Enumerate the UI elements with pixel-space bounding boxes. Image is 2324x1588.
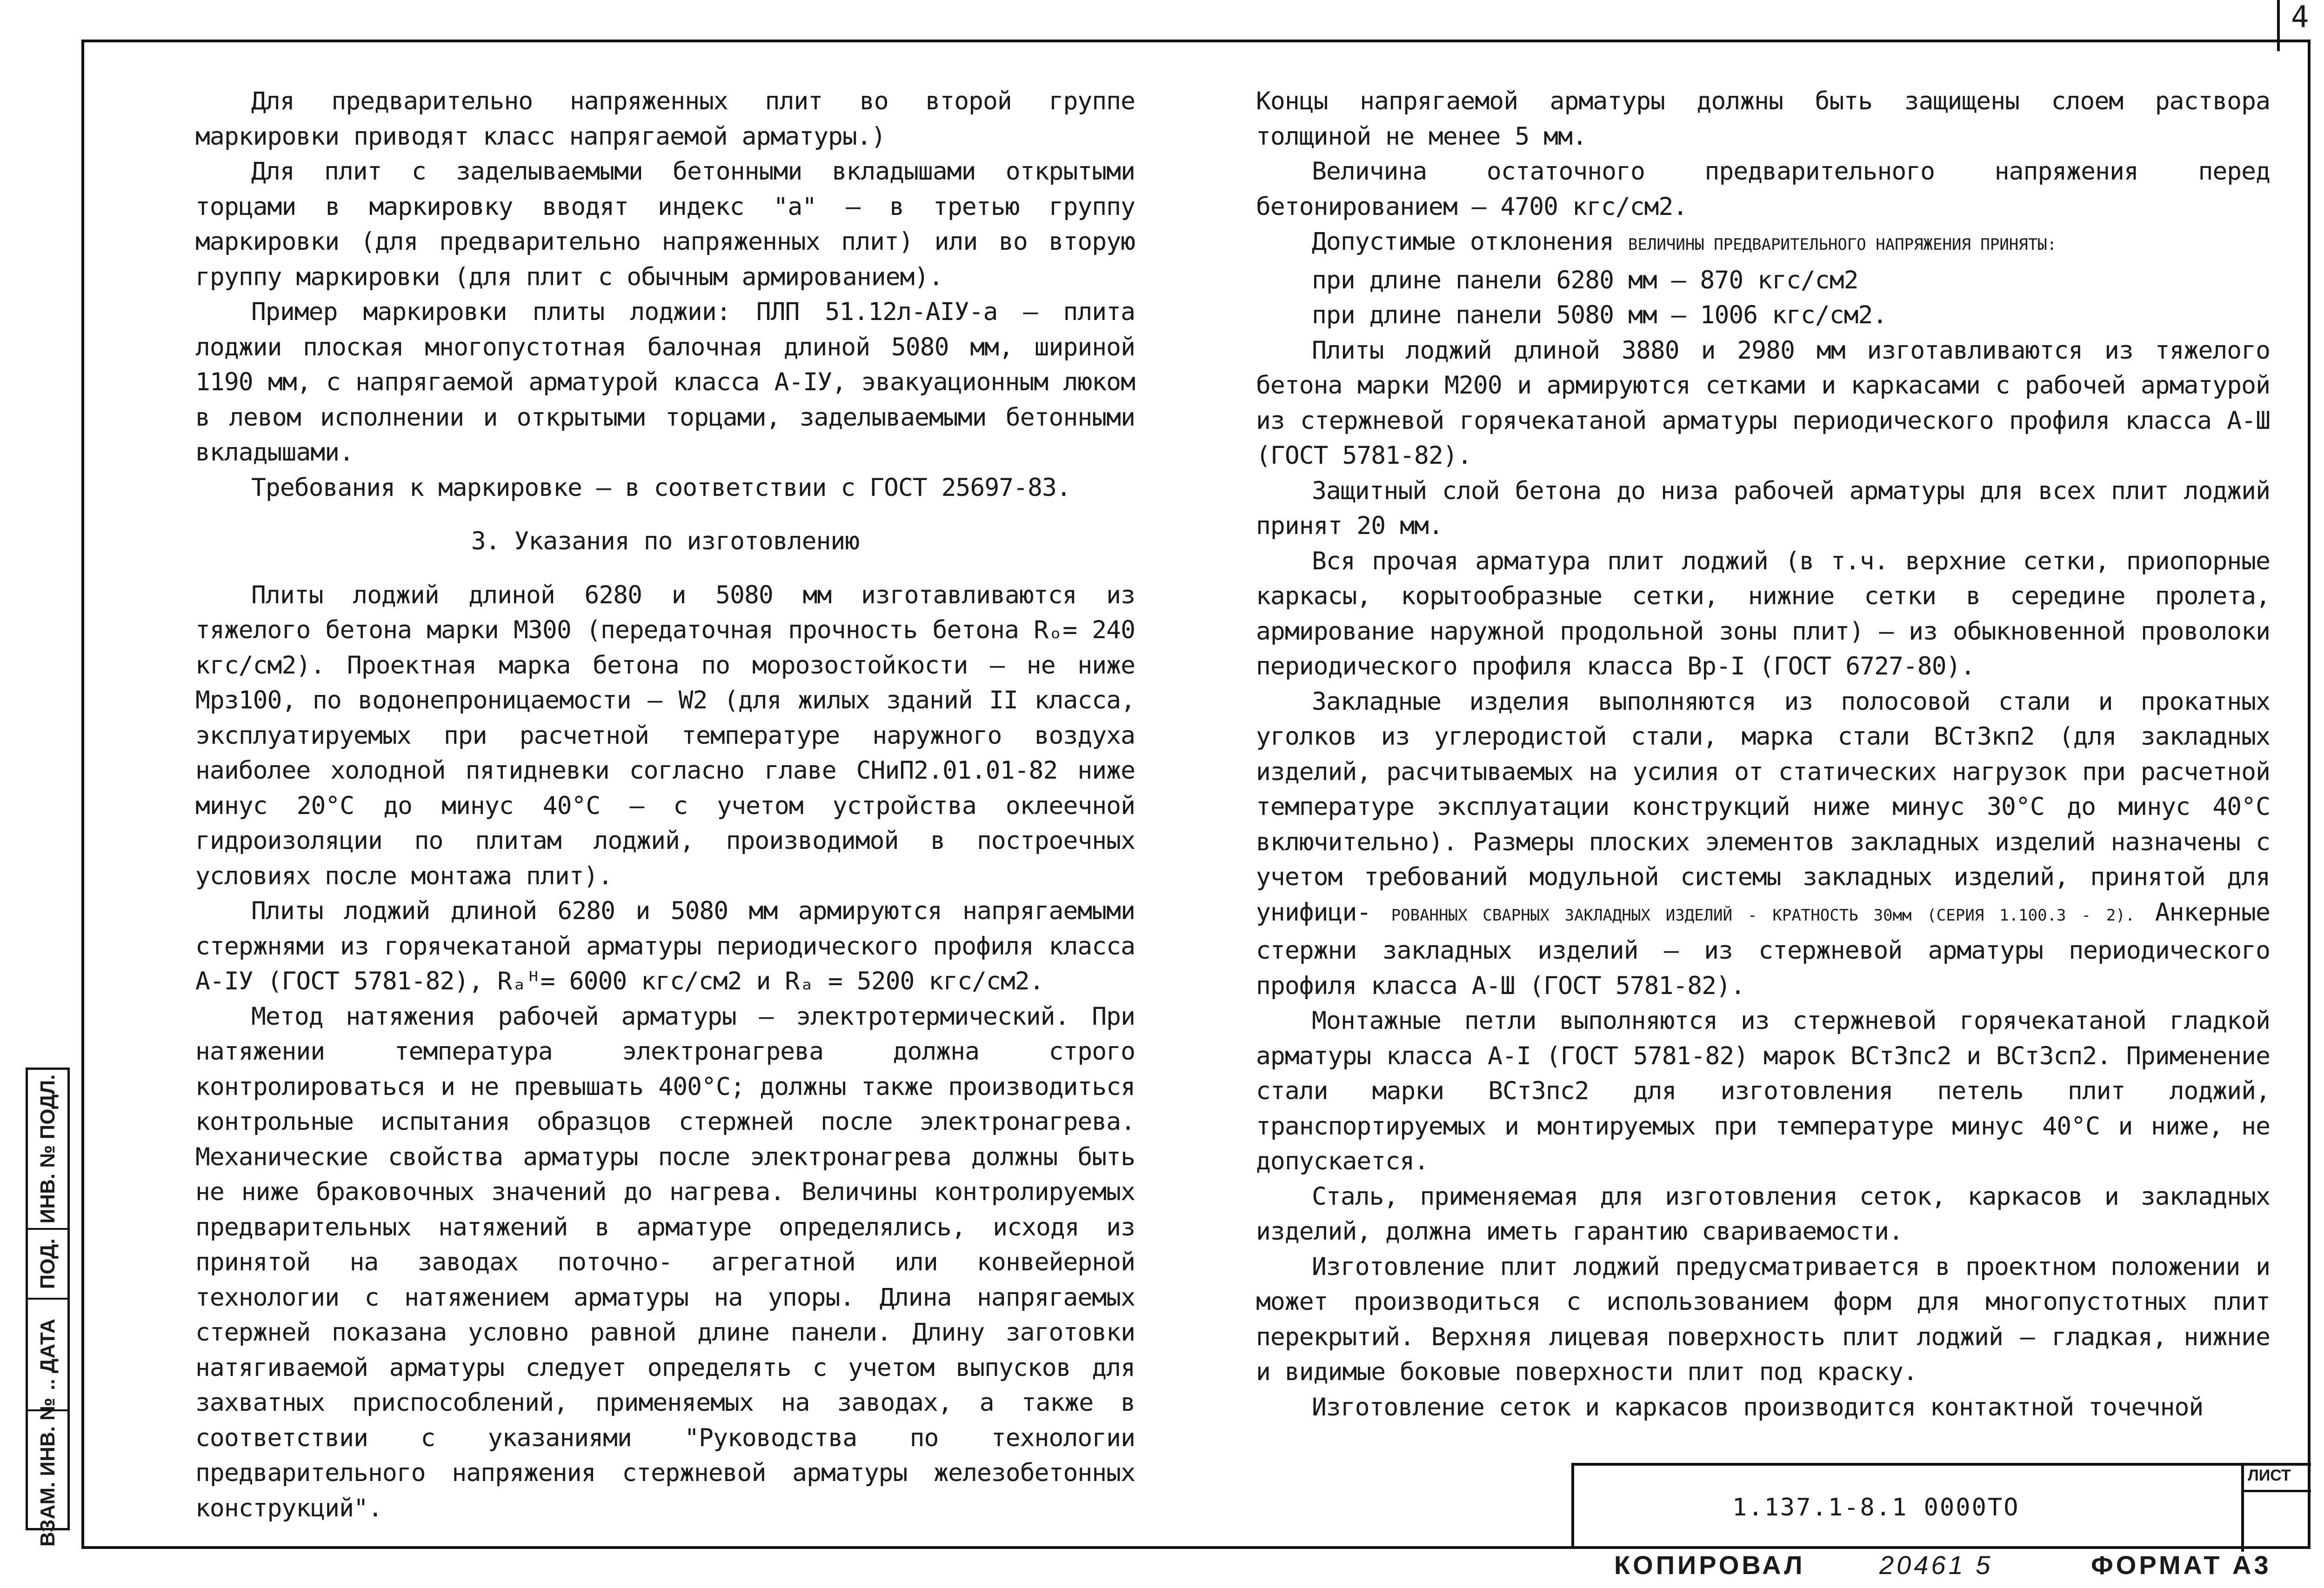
paragraph-small-text: ВЕЛИЧИНЫ ПРЕДВАРИТЕЛЬНОГО НАПРЯЖЕНИЯ ПРИНЯТЫ: bbox=[1628, 235, 2057, 254]
side-stamp bbox=[26, 1068, 70, 1547]
stamp-label: ВЗАМ. ИНВ. № bbox=[36, 1397, 59, 1547]
document-code: 1.137.1-8.1 0000ТО bbox=[1732, 1494, 2020, 1521]
footer-number: 20461 5 bbox=[1879, 1550, 1993, 1580]
paragraph: Пример маркировки плиты лоджии: ПЛП 51.12л-АIУ-а – плита лоджии плоская многопустотная балочная длиной 5080 мм, шириной 1190 мм, с напрягаемой арматурой класса А-IУ, эвакуационным люком в левом исполнении и открытыми торцами, заделываемыми бетонными вкладышами. bbox=[195, 298, 1135, 467]
paragraph: Концы напрягаемой арматуры должны быть защищены слоем раствора толщиной не менее 5 мм. bbox=[1256, 87, 2270, 151]
stamp-cell bbox=[28, 1070, 67, 1228]
paragraph: при длине панели 5080 мм – 1006 кгс/см2. bbox=[1312, 301, 1887, 329]
stamp-cell bbox=[28, 1397, 67, 1547]
paragraph-text: Допустимые отклонения bbox=[1312, 227, 1614, 256]
paragraph bbox=[1256, 224, 2270, 263]
paragraph-tail-text: Анкерные стержни закладных изделий – из стержневой арматуры периодического профиля класса А-Ш (ГОСТ 5781-82). bbox=[1256, 898, 2270, 1000]
paragraph: Величина остаточного предварительного напряжения перед бетонированием – 4700 кгс/см2. bbox=[1256, 157, 2270, 221]
paragraph-text: Закладные изделия выполняются из полосовой стали и прокатных уголков из углеродистой стали, марка стали ВСт3кп2 (для закладных изделий, расчитываемых на усилия от статических нагрузок при расчетной температуре эксплуатации конструкций ниже минус 30°С до минус 40°С включительно). Размеры плоских элементов закладных изделий назначены с учетом требований модульной системы закладных изделий, принятой для унифици- bbox=[1256, 687, 2270, 927]
paragraph: Сталь, применяемая для изготовления сеток, каркасов и закладных изделий, должна иметь гарантию свариваемости. bbox=[1256, 1182, 2270, 1246]
stamp-label: .. ДАТА bbox=[36, 1319, 59, 1390]
stamp-label: ПОД. bbox=[36, 1238, 59, 1289]
section-heading: 3. Указания по изготовлению bbox=[471, 527, 860, 555]
stamp-cell bbox=[28, 1298, 67, 1409]
stamp-label: ИНВ. № ПОДЛ. bbox=[36, 1074, 59, 1224]
footer-copied: КОПИРОВАЛ bbox=[1614, 1550, 1805, 1580]
sheet-box bbox=[2241, 1466, 2311, 1552]
paragraph: Требования к маркировке – в соответствии с ГОСТ 25697-83. bbox=[251, 473, 1071, 502]
sheet-number: 4 bbox=[2291, 0, 2309, 34]
paragraph: Метод натяжения рабочей арматуры – электротермический. При натяжении температура электронагрева должна строго контролироваться и не превышать 400°С; должны также производиться контрольные испытания образцов стержней после электронагрева. Механические свойства арматуры после электронагрева должны быть не ниже браковочных значений до нагрева. Величины контролируемых предварительных натяжений в арматуре определялись, исходя из принятой на заводах поточно- агрегатной или конвейерной технологии с натяжением арматуры на упоры. Длина напрягаемых стержней показана условно равной длине панели. Длину заготовки натягиваемой арматуры следует определять с учетом выпусков для захватных приспособлений, применяемых на заводах, а также в соответствии с указаниями "Руководства по технологии предварительного напряжения стержневой арматуры железобетонных конструкций". bbox=[195, 1002, 1135, 1522]
right-text-column bbox=[1256, 84, 2270, 1425]
paragraph: при длине панели 6280 мм – 870 кгс/см2 bbox=[1312, 266, 1858, 294]
paragraph: Для предварительно напряженных плит во второй группе маркировки приводят класс напрягаемой арматуры.) bbox=[195, 87, 1135, 151]
paragraph: Плиты лоджий длиной 3880 и 2980 мм изготавливаются из тяжелого бетона марки М200 и армируются сетками и каркасами с рабочей арматурой из стержневой горячекатаной арматуры периодического профиля класса А-Ш (ГОСТ 5781-82). bbox=[1256, 336, 2270, 470]
paragraph: Плиты лоджий длиной 6280 и 5080 мм армируются напрягаемыми стержнями из горячекатаной арматуры периодического профиля класса А-IУ (ГОСТ 5781-82), Rₐᴴ= 6000 кгс/см2 и Rₐ = 5200 кгс/см2. bbox=[195, 897, 1135, 995]
paragraph: Вся прочая арматура плит лоджий (в т.ч. верхние сетки, приопорные каркасы, корытообразные сетки, нижние сетки в середине пролета, армирование наружной продольной зоны плит) – из обыкновенной проволоки периодического профиля класса Вр-I (ГОСТ 6727-80). bbox=[1256, 547, 2270, 681]
sheet-label: ЛИСТ bbox=[2248, 1467, 2291, 1484]
paragraph: Монтажные петли выполняются из стержневой горячекатаной гладкой арматуры класса А-I (ГОСТ 5781-82) марок ВСт3пс2 и ВСт3сп2. Применение стали марки ВСт3пс2 для изготовления петель плит лоджий, транспортируемых и монтируемых при температуре минус 40°С и ниже, не допускается. bbox=[1256, 1007, 2270, 1175]
paragraph: Защитный слой бетона до низа рабочей арматуры для всех плит лоджий принят 20 мм. bbox=[1256, 476, 2270, 540]
left-text-column bbox=[195, 84, 1135, 1526]
stamp-cell bbox=[28, 1228, 67, 1298]
paragraph: Изготовление плит лоджий предусматривается в проектном положении и может производиться с использованием форм для многопустотных плит перекрытий. Верхняя лицевая поверхность плит лоджий – гладкая, нижние и видимые боковые поверхности плит под краску. bbox=[1256, 1252, 2270, 1386]
paragraph: Изготовление сеток и каркасов производится контактной точечной bbox=[1312, 1393, 2204, 1421]
paragraph: Плиты лоджий длиной 6280 и 5080 мм изготавливаются из тяжелого бетона марки М300 (передаточная прочность бетона Rₒ= 240 кгс/см2). Проектная марка бетона по морозостойкости – не ниже Мрз100, по водонепроницаемости – W2 (для жилых зданий II класса, эксплуатируемых при расчетной температуре наружного воздуха наиболее холодной пятидневки согласно главе СНиП2.01.01-82 ниже минус 20°С до минус 40°С – с учетом устройства оклеечной гидроизоляции по плитам лоджий, производимой в построечных условиях после монтажа плит). bbox=[195, 580, 1135, 890]
paragraph: Для плит с заделываемыми бетонными вкладышами открытыми торцами в маркировку вводят индекс "а" – в третью группу маркировки (для предварительно напряженных плит) или во вторую группу маркировки (для плит с обычным армированием). bbox=[195, 157, 1135, 291]
footer-format: ФОРМАТ А3 bbox=[2091, 1550, 2271, 1580]
paragraph-small-text: РОВАННЫХ СВАРНЫХ ЗАКЛАДНЫХ ИЗДЕЛИЙ - КРАТНОСТЬ 30мм (СЕРИЯ 1.100.3 - 2). bbox=[1391, 906, 2135, 925]
paragraph bbox=[1256, 684, 2270, 1004]
title-block bbox=[1571, 1463, 2311, 1549]
sheet-divider bbox=[2244, 1490, 2311, 1492]
